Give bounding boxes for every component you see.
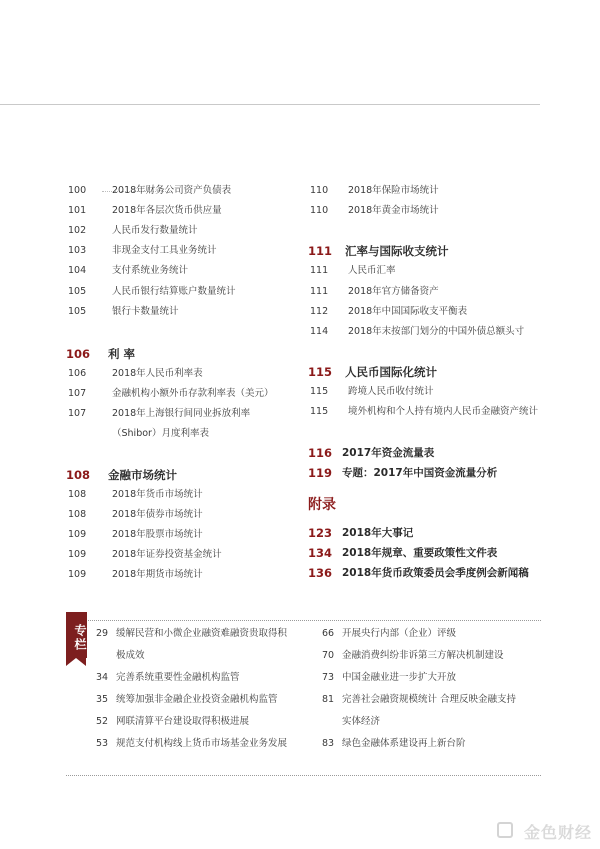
- toc-entry[interactable]: 110 2018年保险市场统计: [310, 185, 439, 196]
- section-page-number: 106: [66, 347, 91, 361]
- toc-entry[interactable]: 100 2018年财务公司资产负债表: [68, 185, 232, 196]
- appendix-heading: 附录: [308, 497, 336, 513]
- appendix-entry[interactable]: 2018年货币政策委员会季度例会新闻稿: [342, 567, 529, 579]
- watermark: 金色财经: [523, 823, 592, 842]
- toc-entry[interactable]: 109 2018年期货市场统计: [68, 569, 203, 580]
- section-page-number: 134: [308, 546, 333, 560]
- section-page-number: 136: [308, 566, 333, 580]
- toc-entry[interactable]: 109 2018年证券投资基金统计: [68, 549, 222, 560]
- section-page-number: 119: [308, 466, 333, 480]
- toc-entry[interactable]: 104 支付系统业务统计: [68, 265, 189, 276]
- toc-entry[interactable]: 106 2018年人民币利率表: [68, 368, 203, 379]
- toc-entry[interactable]: 105 人民币银行结算账户数量统计: [68, 286, 236, 297]
- toc-entry[interactable]: 111 人民币汇率: [310, 265, 396, 276]
- toc-entry[interactable]: 103 非现金支付工具业务统计: [68, 245, 217, 256]
- toc-entry[interactable]: 107 2018年上海银行间同业拆放利率: [68, 408, 251, 419]
- watermark-logo-icon: [497, 822, 513, 838]
- top-divider: [0, 104, 540, 105]
- toc-entry[interactable]: 110 2018年黄金市场统计: [310, 205, 439, 216]
- toc-entry[interactable]: 102 人民币发行数量统计: [68, 225, 198, 236]
- special-column-badge: 专栏: [66, 612, 87, 658]
- toc-entry[interactable]: 101 2018年各层次货币供应量: [68, 205, 222, 216]
- toc-entry[interactable]: 107 金融机构小额外币存款利率表（美元）: [68, 388, 274, 399]
- section-page-number: 123: [308, 526, 333, 540]
- toc-entry[interactable]: 112 2018年中国国际收支平衡表: [310, 306, 468, 317]
- appendix-entry[interactable]: 2018年规章、重要政策性文件表: [342, 547, 498, 559]
- toc-entry[interactable]: 115 跨境人民币收付统计: [310, 386, 434, 397]
- section-heading[interactable]: 金融市场统计: [108, 468, 177, 482]
- section-page-number: 111: [308, 244, 333, 258]
- section-heading[interactable]: 汇率与国际收支统计: [345, 244, 449, 258]
- section-page-number: 116: [308, 446, 333, 460]
- special-box-bottom-rule: [66, 775, 541, 776]
- section-heading[interactable]: 人民币国际化统计: [345, 365, 437, 379]
- toc-entry-continuation[interactable]: （Shibor）月度利率表: [112, 428, 209, 439]
- toc-entry[interactable]: 109 2018年股票市场统计: [68, 529, 203, 540]
- section-heading[interactable]: 2017年资金流量表: [342, 447, 435, 459]
- appendix-entry[interactable]: 2018年大事记: [342, 527, 414, 539]
- section-page-number: 115: [308, 365, 333, 379]
- toc-entry[interactable]: 111 2018年官方储备资产: [310, 286, 439, 297]
- toc-entry[interactable]: 105 银行卡数量统计: [68, 306, 179, 317]
- toc-entry[interactable]: 114 2018年末按部门划分的中国外债总额头寸: [310, 326, 525, 337]
- section-heading[interactable]: 利 率: [108, 347, 136, 361]
- toc-entry[interactable]: 108 2018年货币市场统计: [68, 489, 203, 500]
- special-box-top-rule: [66, 620, 541, 621]
- section-heading[interactable]: 专题：2017年中国资金流量分析: [342, 467, 498, 479]
- section-page-number: 108: [66, 468, 91, 482]
- toc-entry[interactable]: 108 2018年债券市场统计: [68, 509, 203, 520]
- toc-entry[interactable]: 115 境外机构和个人持有境内人民币金融资产统计: [310, 406, 539, 417]
